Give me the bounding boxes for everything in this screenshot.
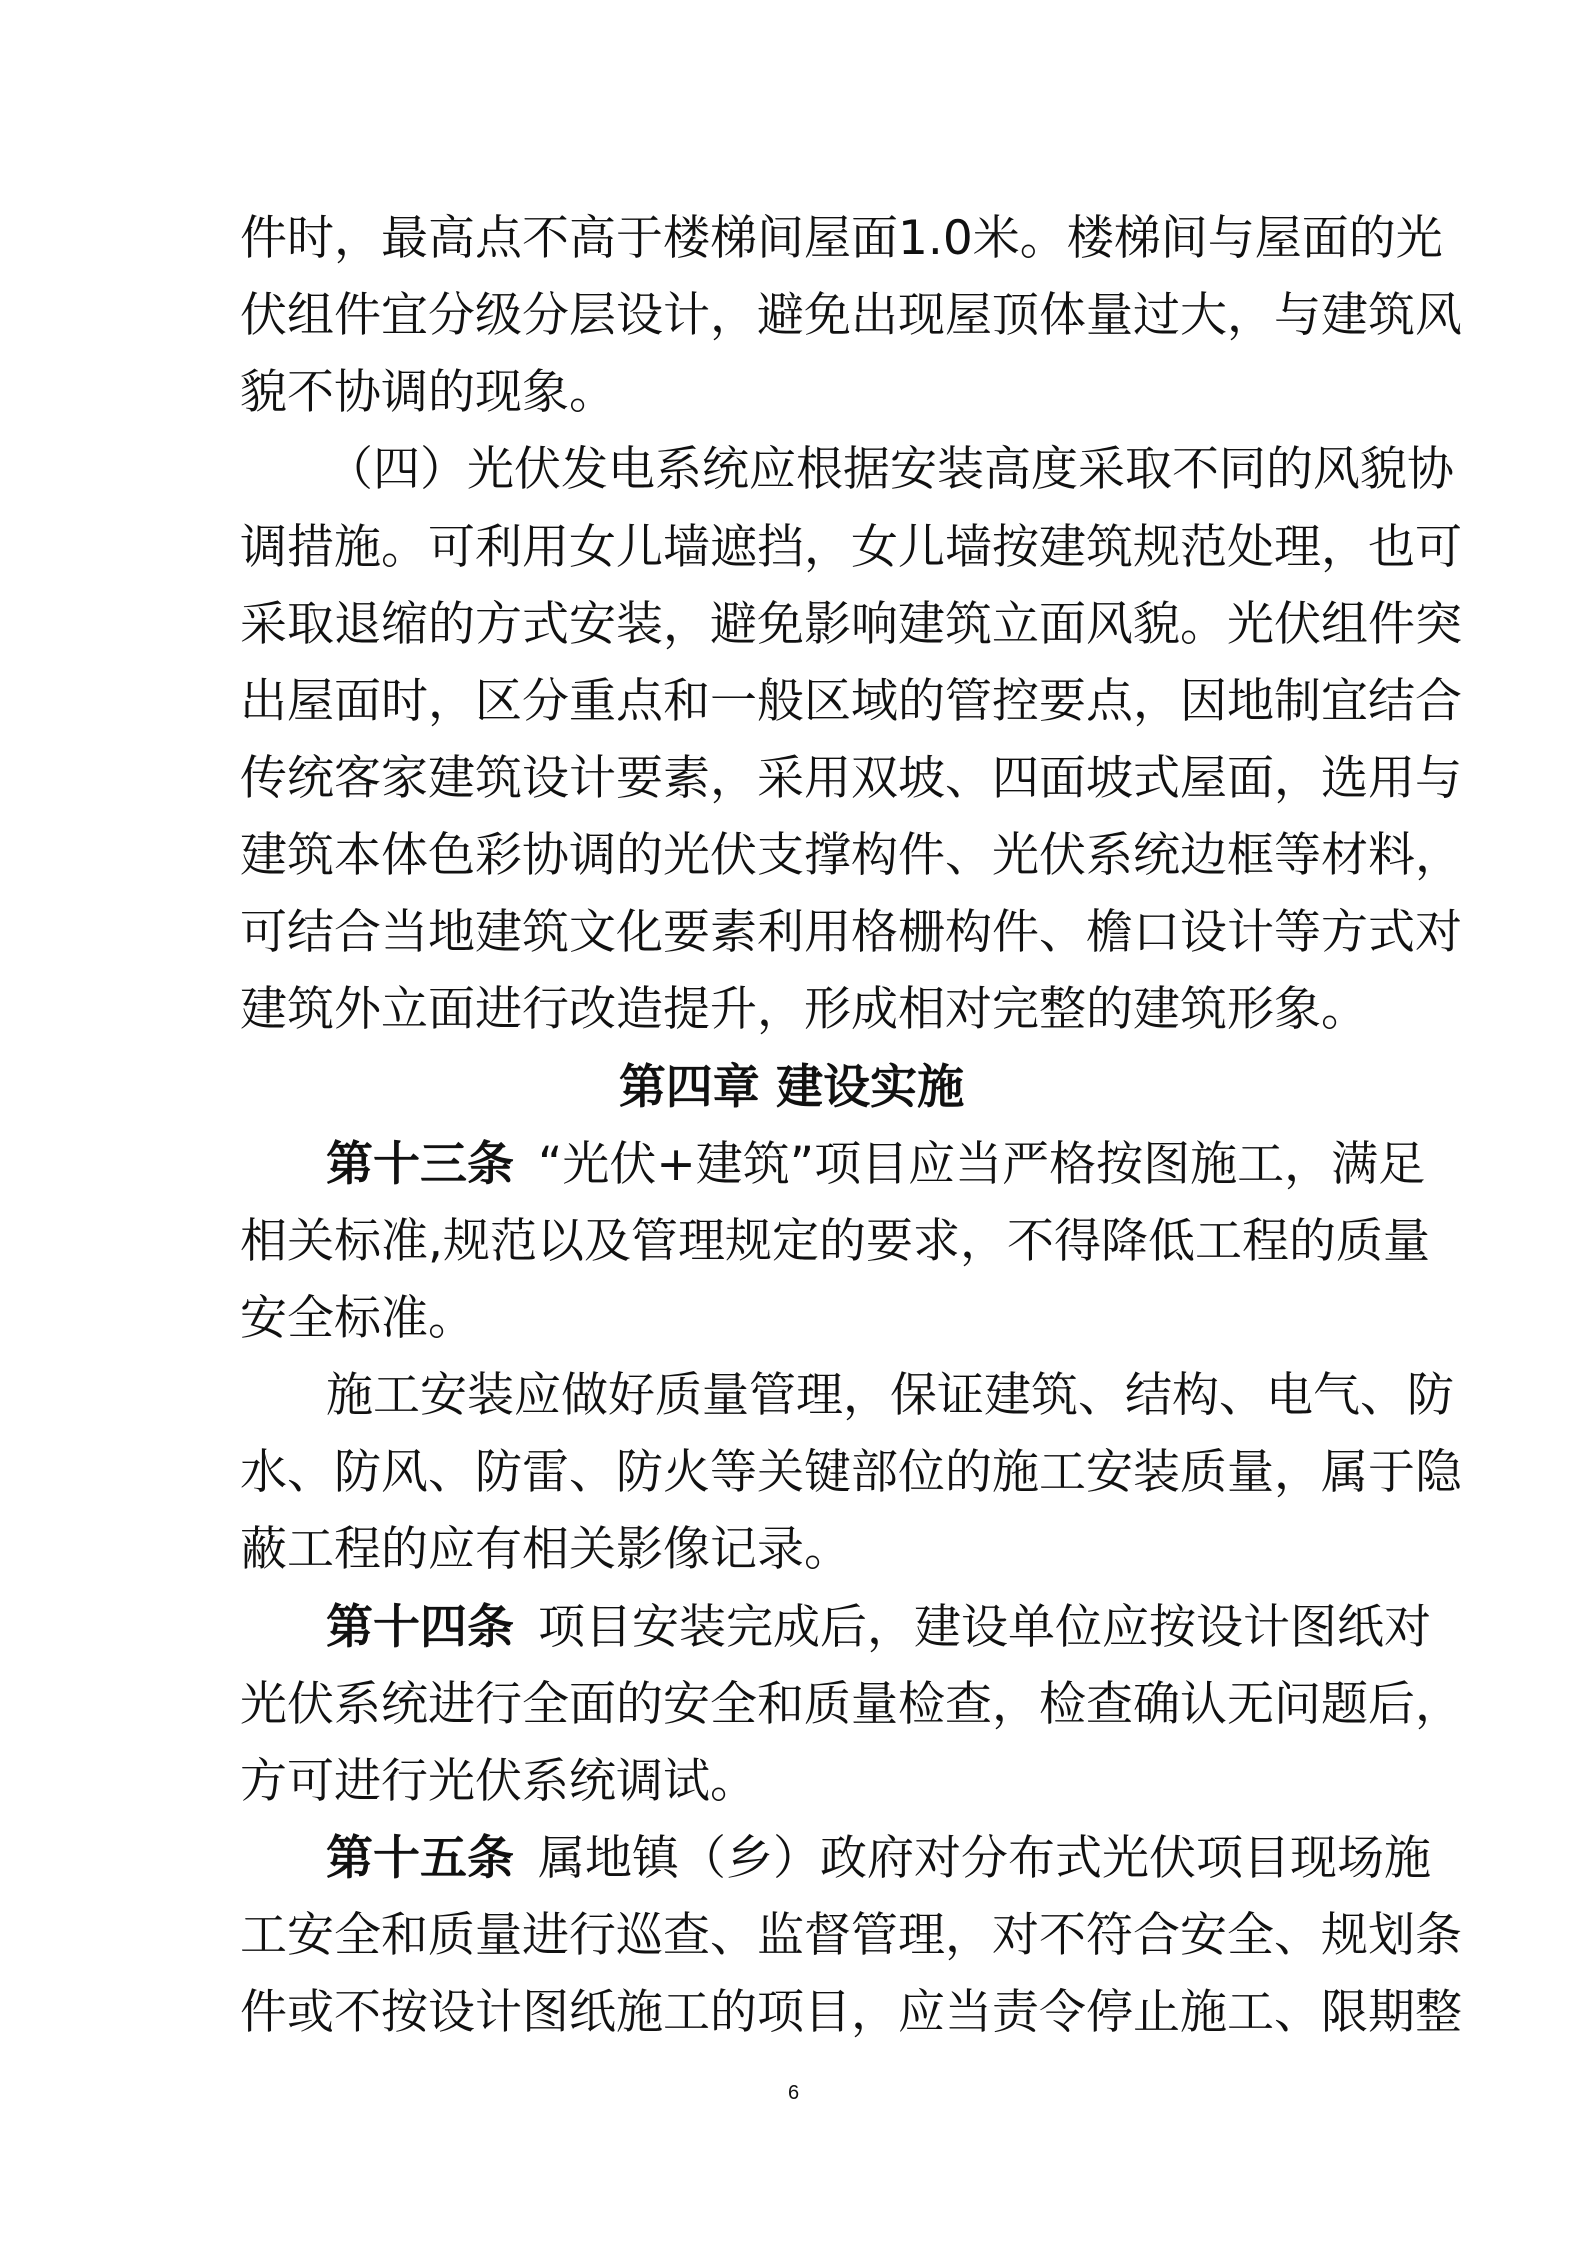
text-line — [240, 1280, 1343, 1357]
line-text: 建筑本体色彩协调的光伏支撑构件、光伏系统边框等材料， — [240, 828, 1462, 884]
text-line — [240, 1357, 1454, 1434]
line-text: 建筑外立面进行改造提升，形成相对完整的建筑形象。 — [240, 982, 1368, 1038]
line-text: 采取退缩的方式安装，避免影响建筑立面风貌。光伏组件突 — [240, 596, 1462, 652]
line-text: 蔽工程的应有相关影像记录。 — [240, 1522, 851, 1578]
line-text: 水、防风、防雷、防火等关键部位的施工安装质量，属于隐 — [240, 1445, 1462, 1501]
line-text: 件时，最高点不高于楼梯间屋面1.0米。楼梯间与屋面的光 — [240, 211, 1443, 266]
text-line — [240, 971, 1368, 1048]
line-text: 方可进行光伏系统调试。 — [240, 1753, 757, 1809]
line-text: 貌不协调的现象。 — [240, 365, 616, 421]
text-line — [240, 1126, 1426, 1203]
text-line — [240, 431, 1454, 508]
line-text: 属地镇（乡）政府对分布式光伏项目现场施 — [538, 1830, 1431, 1886]
text-line — [240, 200, 1443, 277]
chapter-heading — [240, 1049, 1343, 1126]
line-text: “光伏+建筑”项目应当严格按图施工，满足 — [538, 1136, 1426, 1192]
line-text: （四）光伏发电系统应根据安装高度采取不同的风貌协 — [326, 442, 1454, 498]
text-line — [240, 663, 1462, 740]
text-line — [240, 817, 1462, 894]
text-line — [240, 586, 1462, 663]
text-line — [240, 1511, 1343, 1588]
article-number: 第十四条 — [326, 1599, 514, 1655]
text-line — [240, 1897, 1462, 1974]
text-line — [240, 509, 1462, 586]
article-number: 第十五条 — [326, 1830, 514, 1886]
line-text: 调措施。可利用女儿墙遮挡，女儿墙按建筑规范处理，也可 — [240, 519, 1462, 575]
line-text: 相关标准,规范以及管理规定的要求，不得降低工程的质量 — [240, 1213, 1430, 1269]
line-text: 光伏系统进行全面的安全和质量检查，检查确认无问题后， — [240, 1676, 1462, 1732]
text-line — [240, 1666, 1462, 1743]
article-number: 第十三条 — [326, 1136, 514, 1192]
line-text: 第四章 建设实施 — [618, 1059, 965, 1115]
line-text: 可结合当地建筑文化要素利用格栅构件、檐口设计等方式对 — [240, 905, 1462, 961]
line-text: 工安全和质量进行巡查、监督管理，对不符合安全、规划条 — [240, 1908, 1462, 1964]
text-line — [240, 1743, 1343, 1820]
text-line — [240, 1589, 1431, 1666]
text-line — [240, 894, 1462, 971]
text-line — [240, 354, 1343, 431]
line-text: 施工安装应做好质量管理，保证建筑、结构、电气、防 — [326, 1368, 1454, 1424]
line-text: 伏组件宜分级分层设计，避免出现屋顶体量过大，与建筑风 — [240, 288, 1462, 344]
text-line — [240, 1820, 1431, 1897]
text-line — [240, 1974, 1462, 2051]
line-text: 件或不按设计图纸施工的项目，应当责令停止施工、限期整 — [240, 1985, 1462, 2041]
text-line — [240, 740, 1462, 817]
text-line — [240, 1203, 1430, 1280]
text-line — [240, 1434, 1462, 1511]
line-text: 安全标准。 — [240, 1290, 475, 1346]
line-text: 传统客家建筑设计要素，采用双坡、四面坡式屋面，选用与 — [240, 750, 1462, 806]
text-line — [240, 277, 1462, 354]
line-text: 项目安装完成后，建设单位应按设计图纸对 — [538, 1599, 1431, 1655]
page-number: 6 — [787, 2082, 800, 2104]
line-text: 出屋面时，区分重点和一般区域的管控要点，因地制宜结合 — [240, 673, 1462, 729]
